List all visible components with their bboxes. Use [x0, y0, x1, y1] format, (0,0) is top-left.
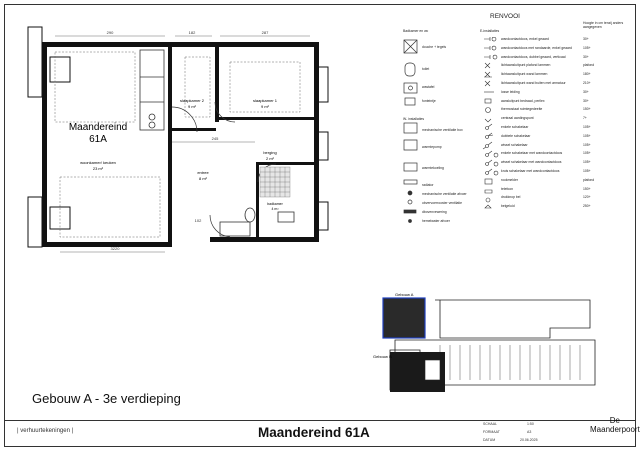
legend-w-6: dbovenvewering	[422, 210, 447, 214]
room-bedroom2-label: slaapkamer 2	[179, 98, 205, 103]
doc-type-label: verhuurtekeningen	[20, 428, 70, 434]
room-bedroom2-area: 9 m²	[188, 104, 196, 109]
legend-e-5: lichtaansluitpunt wand buiten met armatuur	[501, 81, 566, 85]
room-badkamer-label: badkamer	[267, 202, 283, 206]
dim-2: 182	[188, 30, 196, 35]
room-living-label: woonkamer/ keuken	[80, 160, 116, 165]
legend-e-symbols	[482, 37, 500, 217]
key-plan	[365, 290, 625, 400]
legend-e-12: wissel schakelaar	[501, 142, 528, 147]
legend-e-8: thermostaat ruimtegedeelte	[501, 107, 543, 112]
legend-e-6: losse leiding	[501, 89, 520, 94]
height-18: 120+	[583, 195, 591, 200]
dim-6: 102	[194, 218, 202, 223]
height-2: 30+	[583, 54, 589, 59]
legend-e-18: drukknop bel	[501, 195, 521, 200]
brand-line-1: De	[609, 416, 621, 425]
legend-e-13: enkele schakelaar met wandcontactdoos	[501, 151, 563, 156]
height-7: 30+	[583, 98, 589, 103]
legend-e-4: lichtaansluitpunt wand lammen	[501, 72, 548, 77]
room-berging-area: 2 m²	[266, 156, 274, 161]
legend-e-14: wissel schakelaar met wandcontactdoos	[501, 160, 562, 165]
room-entree-area: 8 m²	[199, 176, 207, 181]
legend-title: RENVOOI	[490, 13, 520, 20]
legend-col1-symbols	[403, 38, 419, 228]
legend-e-9: centraal aardingspunt	[501, 116, 534, 121]
legend-w-4: mechanische ventilatie afvoer	[422, 192, 467, 196]
legend-w-5: obvervoerrooster ventilatie	[422, 201, 462, 205]
height-9: 7+	[583, 116, 587, 121]
legend-e-10: enkele schakelaar	[501, 125, 529, 129]
legend-w-0: mechanische ventilatie box	[422, 128, 463, 132]
height-8: 150+	[583, 107, 591, 112]
legend-fountain: fonteintje	[422, 99, 436, 103]
legend-col1-head2: W- installaties	[403, 117, 425, 121]
legend-e-3: lichtaansluitpunt plafond lammen	[501, 63, 551, 68]
legend-e-7: aansluitpunt bedraad, perilex	[501, 98, 545, 103]
room-bedroom1-label: slaapkamer 1	[252, 98, 278, 103]
room-entree-label: entree	[197, 170, 209, 175]
footer-divider	[4, 420, 636, 421]
unit-number: 61A	[89, 134, 107, 145]
floor-plan	[20, 22, 330, 257]
height-17: 150+	[583, 186, 591, 191]
height-14: 105+	[583, 160, 591, 165]
legend-toilet: toilet	[422, 67, 430, 71]
dim-1: 290	[106, 30, 114, 35]
meta-format-value: A3	[527, 430, 532, 434]
height-6: 30+	[583, 89, 589, 94]
legend-col1-head: Badkamer en wc	[403, 29, 429, 33]
legend-sink: wastafel	[422, 85, 435, 89]
room-badkamer-area: 4 m²	[271, 207, 279, 211]
height-15: 105+	[583, 169, 591, 173]
height-5: 210+	[583, 81, 591, 85]
legend-e-11: dubbele schakelaar	[501, 133, 531, 138]
height-12: 105+	[583, 142, 591, 147]
meta-format-key: FORMAAT	[483, 430, 500, 434]
height-0: 30+	[583, 37, 589, 41]
floor-title: Gebouw A - 3e verdieping	[32, 391, 181, 406]
height-13: 105+	[583, 151, 591, 156]
height-10: 105+	[583, 125, 591, 129]
brand-logo	[590, 416, 640, 434]
meta-date-value: 20.06.2025	[520, 438, 538, 442]
keyplan-label-b: Gebouw B	[373, 354, 392, 359]
legend-w-3: radiator	[422, 183, 434, 187]
legend-w-1: warmtepomp	[422, 145, 442, 149]
unit-name: Maandereind	[68, 122, 128, 133]
meta-scale-key: SCHAAL	[483, 422, 498, 426]
legend-shower: douche + tegels	[422, 45, 447, 49]
legend-e-19: belgeluid	[501, 204, 515, 209]
height-4: 180+	[583, 72, 591, 77]
legend-w-2: warmtekoeling	[422, 166, 444, 170]
dim-3: 287	[261, 30, 269, 35]
legend-e-15: kruis schakelaar met wandcontactdoos	[501, 169, 560, 173]
legend-e-0: wandcontactdoos, enkel geaard	[501, 37, 549, 41]
room-berging-label: berging	[263, 150, 277, 155]
height-19: 250+	[583, 204, 591, 209]
height-11: 105+	[583, 133, 591, 138]
legend-e-2: wandcontactdoos, dubbel geaard, verticaal	[501, 54, 566, 59]
doc-type: | verhuurtekeningen |	[17, 428, 74, 434]
height-3: plafond	[583, 63, 595, 68]
dim-5: 3220	[110, 246, 120, 251]
height-1: 105+	[583, 45, 591, 50]
room-living-area: 23 m²	[92, 166, 104, 171]
height-16: plafond	[583, 177, 595, 182]
legend-e-1: wandcontactdoos met randaarde, enkel geaard	[501, 45, 572, 50]
legend-w-7: hemelwater afvoer	[422, 219, 450, 223]
brand-line-2: Maanderpoort	[590, 425, 640, 434]
legend-e-16: rookmelder	[501, 177, 518, 182]
meta-date-key: DATUM	[483, 438, 496, 442]
meta-scale-value: 1:50	[527, 422, 534, 426]
dim-4: 245	[211, 136, 219, 141]
keyplan-label-a: Gebouw A	[395, 292, 414, 297]
legend-e-17: telefoon	[501, 186, 514, 191]
project-title: Maandereind 61A	[258, 425, 370, 440]
legend-col3-head: Hoogte in cm tenzij anders aangegeven	[583, 21, 624, 30]
legend-col2-head: E-installaties	[480, 29, 500, 33]
room-bedroom1-area: 9 m²	[261, 104, 269, 109]
